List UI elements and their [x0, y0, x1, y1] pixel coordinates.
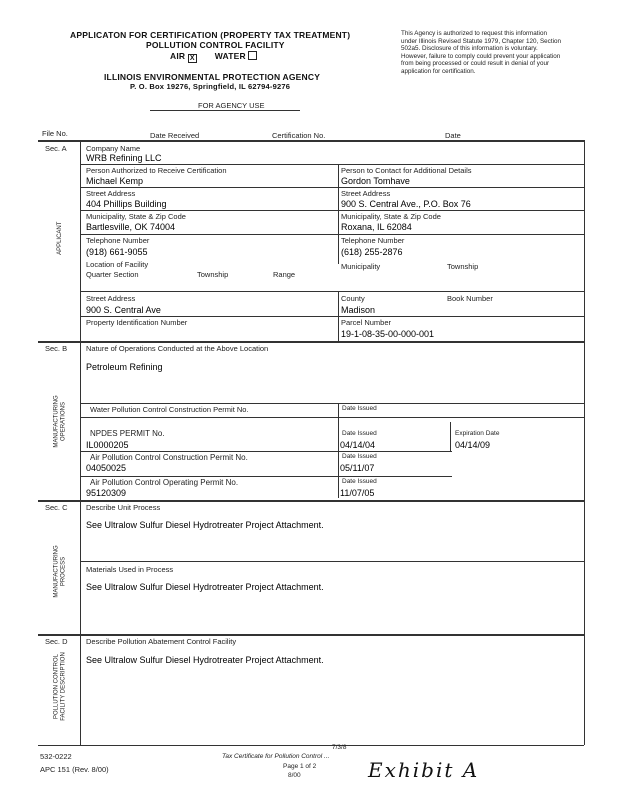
- air-operating-label: Air Pollution Control Operating Permit No.: [90, 478, 239, 487]
- sec-c-label: Sec. C: [45, 503, 68, 512]
- date-label: Date: [445, 131, 461, 140]
- facility-value[interactable]: See Ultralow Sulfur Diesel Hydrotreater Project Attachment.: [86, 655, 324, 665]
- exhibit-handwritten: Exhibit A: [368, 758, 480, 782]
- form-title: APPLICATON FOR CERTIFICATION (PROPERTY TAX TREATMENT): [70, 30, 351, 40]
- facility-street-label: Street Address: [86, 294, 136, 303]
- footer-right-code: 7/3/8: [332, 744, 347, 751]
- street-value-1[interactable]: 404 Phillips Building: [86, 199, 167, 209]
- facility-street-value[interactable]: 900 S. Central Ave: [86, 305, 161, 315]
- apc-revision: APC 151 (Rev. 8/00): [40, 765, 109, 774]
- phone-label-1: Telephone Number: [86, 236, 150, 245]
- city-value-1[interactable]: Bartlesville, OK 74004: [86, 222, 176, 232]
- parcel-number-label: Parcel Number: [341, 318, 392, 327]
- npdes-value[interactable]: IL0000205: [86, 440, 129, 450]
- street-label-1: Street Address: [86, 189, 136, 198]
- npdes-date-label: Date Issued: [342, 430, 377, 437]
- agency-use-label: FOR AGENCY USE: [198, 101, 265, 110]
- property-id-label: Property Identification Number: [86, 318, 188, 327]
- sec-a-label: Sec. A: [45, 144, 67, 153]
- phone-value-1[interactable]: (918) 661-9055: [86, 247, 148, 257]
- form-code: 532-0222: [40, 752, 72, 761]
- air-construction-label: Air Pollution Control Construction Permit No.: [90, 453, 248, 462]
- nature-value[interactable]: Petroleum Refining: [86, 362, 163, 372]
- nature-label: Nature of Operations Conducted at the Above Location: [86, 344, 269, 353]
- county-value[interactable]: Madison: [341, 305, 376, 315]
- sec-c-side-label: MANUFACTURING PROCESS: [53, 545, 66, 598]
- city-label-2: Municipality, State & Zip Code: [341, 212, 441, 221]
- water-checkbox[interactable]: [248, 51, 257, 60]
- water-permit-label: Water Pollution Control Construction Permit No.: [90, 405, 249, 414]
- privacy-notice: This Agency is authorized to request this information under Illinois Revised Statute 1979, Chapter 120, Section 502a5. Disclosure of this information is voluntary. However, failure to comply could prevent your application from being processed or could result in denial of your application for certification.: [401, 30, 561, 75]
- unit-process-value[interactable]: See Ultralow Sulfur Diesel Hydrotreater Project Attachment.: [86, 520, 324, 530]
- street-value-2[interactable]: 900 S. Central Ave., P.O. Box 76: [341, 199, 471, 209]
- facility-label: Describe Pollution Abatement Control Facility: [86, 637, 237, 646]
- unit-process-label: Describe Unit Process: [86, 503, 161, 512]
- municipality-label: Municipality: [341, 262, 381, 271]
- footer-center-2: Page 1 of 2: [283, 763, 317, 770]
- file-no-label: File No.: [42, 129, 68, 138]
- company-name-label: Company Name: [86, 144, 141, 153]
- air-construction-date-value[interactable]: 05/11/07: [340, 463, 375, 473]
- book-number-label: Book Number: [447, 294, 493, 303]
- agency-name: ILLINOIS ENVIRONMENTAL PROTECTION AGENCY: [104, 72, 321, 82]
- street-label-2: Street Address: [341, 189, 391, 198]
- agency-address: P. O. Box 19276, Springfield, IL 62794-9276: [130, 82, 291, 91]
- npdes-date-value[interactable]: 04/14/04: [340, 440, 376, 450]
- water-label: WATER: [214, 51, 246, 61]
- footer-center-1: Tax Certificate for Pollution Control ...: [222, 753, 330, 760]
- phone-value-2[interactable]: (618) 255-2876: [341, 247, 403, 257]
- date-received-label: Date Received: [150, 131, 200, 140]
- air-label: AIR: [170, 51, 186, 61]
- sec-b-label: Sec. B: [45, 344, 68, 353]
- auth-person-value[interactable]: Michael Kemp: [86, 176, 144, 186]
- materials-label: Materials Used in Process: [86, 565, 174, 574]
- air-operating-date-label: Date Issued: [342, 478, 377, 485]
- form-subtitle: POLLUTION CONTROL FACILITY: [146, 40, 285, 50]
- npdes-label: NPDES PERMIT No.: [90, 429, 165, 438]
- parcel-number-value[interactable]: 19-1-08-35-00-000-001: [341, 329, 435, 339]
- company-name-value[interactable]: WRB Refining LLC: [86, 153, 162, 163]
- air-operating-value[interactable]: 95120309: [86, 488, 127, 498]
- location-label: Location of Facility: [86, 260, 149, 269]
- sec-d-side-label: POLLUTION CONTROL FACILITY DESCRIPTION: [53, 652, 66, 721]
- contact-label: Person to Contact for Additional Details: [341, 166, 472, 175]
- contact-value[interactable]: Gordon Tomhave: [341, 176, 410, 186]
- city-label-1: Municipality, State & Zip Code: [86, 212, 186, 221]
- air-operating-date-value[interactable]: 11/07/05: [340, 488, 375, 498]
- city-value-2[interactable]: Roxana, IL 62084: [341, 222, 412, 232]
- sec-a-side-label: APPLICANT: [56, 221, 63, 255]
- footer-center-3: 8/00: [288, 772, 301, 779]
- air-construction-value[interactable]: 04050025: [86, 463, 127, 473]
- expiration-label: Expiration Date: [455, 430, 500, 437]
- quarter-section-label: Quarter Section: [86, 270, 139, 279]
- water-date-issued-label: Date Issued: [342, 405, 377, 412]
- sec-b-side-label: MANUFACTURING OPERATIONS: [53, 395, 66, 448]
- township-label: Township: [197, 270, 229, 279]
- expiration-value[interactable]: 04/14/09: [455, 440, 491, 450]
- air-construction-date-label: Date Issued: [342, 453, 377, 460]
- phone-label-2: Telephone Number: [341, 236, 405, 245]
- air-water-line: [170, 51, 257, 63]
- materials-value[interactable]: See Ultralow Sulfur Diesel Hydrotreater Project Attachment.: [86, 582, 324, 592]
- range-label: Range: [273, 270, 296, 279]
- certification-no-label: Certification No.: [272, 131, 326, 140]
- county-label: County: [341, 294, 365, 303]
- air-checkbox[interactable]: X: [188, 54, 197, 63]
- sec-d-label: Sec. D: [45, 637, 68, 646]
- auth-person-label: Person Authorized to Receive Certification: [86, 166, 227, 175]
- township-label-2: Township: [447, 262, 479, 271]
